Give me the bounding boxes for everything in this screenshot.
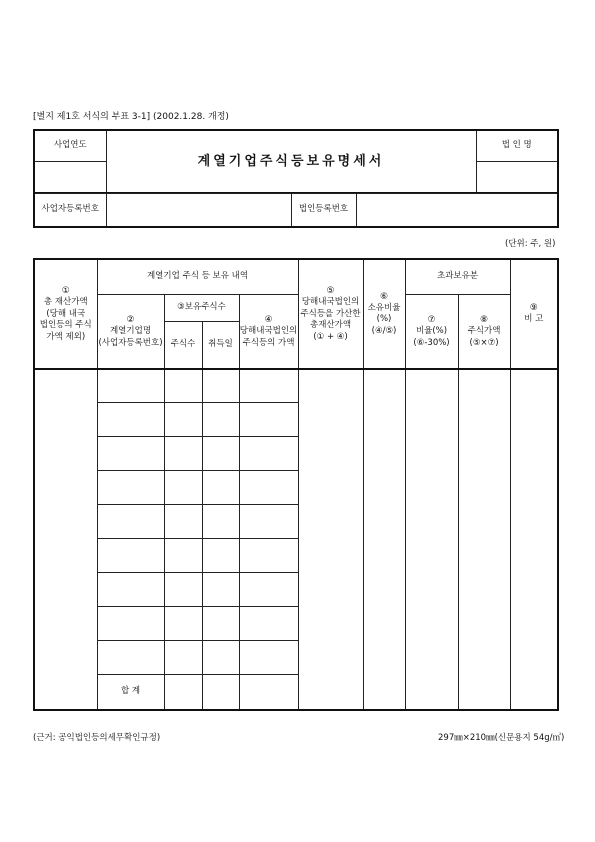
holdings-table xyxy=(33,258,559,711)
share-value-cell[interactable] xyxy=(239,573,298,607)
col7-number: ⑦ xyxy=(427,314,436,325)
affiliate-name-cell[interactable] xyxy=(97,539,164,573)
legal-basis-note: (근거: 공익법인등의세무확인규정) xyxy=(33,733,161,743)
paper-spec-note: 297㎜×210㎜(신문용지 54g/㎡) xyxy=(438,733,565,743)
col4-line-2: 주식등의 가액 xyxy=(242,337,295,348)
share-value-cell[interactable] xyxy=(239,403,298,437)
col-total-assets-header xyxy=(34,259,97,369)
col2-number: ② xyxy=(126,314,135,325)
col-shares-held-group-header: ③보유주식수 xyxy=(164,295,239,322)
total-share-count-cell[interactable] xyxy=(164,675,202,711)
col-excess-ratio-header xyxy=(405,295,458,370)
share-count-cell[interactable] xyxy=(164,403,202,437)
col-share-count-header: 주식수 xyxy=(164,322,202,370)
total-assets-cell[interactable] xyxy=(34,369,97,710)
col6-line-3: (④/⑤) xyxy=(371,325,397,336)
affiliate-name-cell[interactable] xyxy=(97,505,164,539)
col7-line-2: (⑥-30%) xyxy=(413,337,450,348)
col1-line-3: 법인등의 주식 xyxy=(39,320,92,331)
affiliate-name-cell[interactable] xyxy=(97,607,164,641)
col6-line-2: (%) xyxy=(376,314,392,325)
col2-line-2: (사업자등록번호) xyxy=(98,337,163,348)
share-count-cell[interactable] xyxy=(164,437,202,471)
col5-line-3: 총재산가액 xyxy=(309,320,352,331)
excess-holdings-group-header: 초과보유분 xyxy=(405,259,510,295)
share-value-cell[interactable] xyxy=(239,471,298,505)
corporation-name-field[interactable] xyxy=(476,162,558,194)
col9-number: ⑨ xyxy=(529,303,538,314)
share-value-cell[interactable] xyxy=(239,505,298,539)
affiliate-name-cell[interactable] xyxy=(97,369,164,403)
total-assets-added-cell[interactable] xyxy=(298,369,363,710)
corporation-name-label: 법 인 명 xyxy=(476,130,558,162)
excess-ratio-cell[interactable] xyxy=(405,369,458,710)
col5-number: ⑤ xyxy=(326,285,335,296)
header-info-table xyxy=(33,129,559,194)
col1-line-2: (당해 내국 xyxy=(46,308,86,319)
col1-number: ① xyxy=(61,285,70,296)
col6-line-1: 소유비율 xyxy=(367,302,401,313)
share-count-cell[interactable] xyxy=(164,573,202,607)
remarks-cell[interactable] xyxy=(510,369,558,710)
col4-line-1: 당해내국법인의 xyxy=(239,326,298,337)
col5-line-4: (① + ④) xyxy=(313,331,348,342)
col2-line-1: 계열기업명 xyxy=(109,326,152,337)
total-share-value-cell[interactable] xyxy=(239,675,298,711)
col9-line-1: 비 고 xyxy=(524,314,544,325)
unit-note: (단위: 주, 원) xyxy=(505,239,556,249)
total-acquisition-date-cell[interactable] xyxy=(202,675,239,711)
acquisition-date-cell[interactable] xyxy=(202,505,239,539)
col-remarks-header xyxy=(510,259,558,369)
business-reg-no-field[interactable] xyxy=(106,194,291,228)
business-year-field[interactable] xyxy=(34,162,106,194)
acquisition-date-cell[interactable] xyxy=(202,607,239,641)
share-count-cell[interactable] xyxy=(164,607,202,641)
share-value-cell[interactable] xyxy=(239,641,298,675)
corporate-reg-no-field[interactable] xyxy=(356,194,558,228)
affiliate-name-cell[interactable] xyxy=(97,573,164,607)
col8-number: ⑧ xyxy=(479,314,489,325)
acquisition-date-cell[interactable] xyxy=(202,403,239,437)
affiliate-holdings-group-header: 계열기업 주식 등 보유 내역 xyxy=(97,259,298,295)
share-value-cell[interactable] xyxy=(239,369,298,403)
col-acquisition-date-header: 취득일 xyxy=(202,322,239,370)
form-title: 계열기업주식등보유명세서 xyxy=(106,130,476,193)
col-excess-value-header xyxy=(458,295,510,370)
total-label: 합 계 xyxy=(97,675,164,711)
col7-line-1: 비율(%) xyxy=(415,326,448,337)
col5-line-1: 당해내국법인의 xyxy=(301,297,360,308)
share-count-cell[interactable] xyxy=(164,539,202,573)
share-count-cell[interactable] xyxy=(164,369,202,403)
ownership-ratio-cell[interactable] xyxy=(363,369,405,710)
share-count-cell[interactable] xyxy=(164,505,202,539)
col8-line-1: 주식가액 xyxy=(467,326,501,337)
share-value-cell[interactable] xyxy=(239,607,298,641)
corporate-reg-no-label: 법인등록번호 xyxy=(291,194,356,228)
col-total-assets-added-header xyxy=(298,259,363,369)
col-affiliate-name-header xyxy=(97,295,164,370)
acquisition-date-cell[interactable] xyxy=(202,539,239,573)
acquisition-date-cell[interactable] xyxy=(202,573,239,607)
col6-number: ⑥ xyxy=(379,291,389,302)
affiliate-name-cell[interactable] xyxy=(97,471,164,505)
acquisition-date-cell[interactable] xyxy=(202,437,239,471)
excess-value-cell[interactable] xyxy=(458,369,510,710)
affiliate-name-cell[interactable] xyxy=(97,403,164,437)
share-count-cell[interactable] xyxy=(164,641,202,675)
share-value-cell[interactable] xyxy=(239,539,298,573)
affiliate-name-cell[interactable] xyxy=(97,437,164,471)
acquisition-date-cell[interactable] xyxy=(202,641,239,675)
col1-line-4: 가액 제외) xyxy=(46,331,86,342)
share-value-cell[interactable] xyxy=(239,437,298,471)
form-reference-note: [별지 제1호 서식의 부표 3-1] (2002.1.28. 개정) xyxy=(33,112,229,122)
col-share-value-header xyxy=(239,295,298,370)
col4-number: ④ xyxy=(264,314,273,325)
registration-table xyxy=(33,193,559,228)
col8-line-2: (⑤×⑦) xyxy=(469,337,499,348)
acquisition-date-cell[interactable] xyxy=(202,471,239,505)
acquisition-date-cell[interactable] xyxy=(202,369,239,403)
business-year-label: 사업연도 xyxy=(34,130,106,162)
share-count-cell[interactable] xyxy=(164,471,202,505)
col-ownership-ratio-header xyxy=(363,259,405,369)
business-reg-no-label: 사업자등록번호 xyxy=(34,194,106,228)
col5-line-2: 주식등을 가산한 xyxy=(300,308,361,319)
affiliate-name-cell[interactable] xyxy=(97,641,164,675)
col1-line-1: 총 재산가액 xyxy=(43,297,88,308)
